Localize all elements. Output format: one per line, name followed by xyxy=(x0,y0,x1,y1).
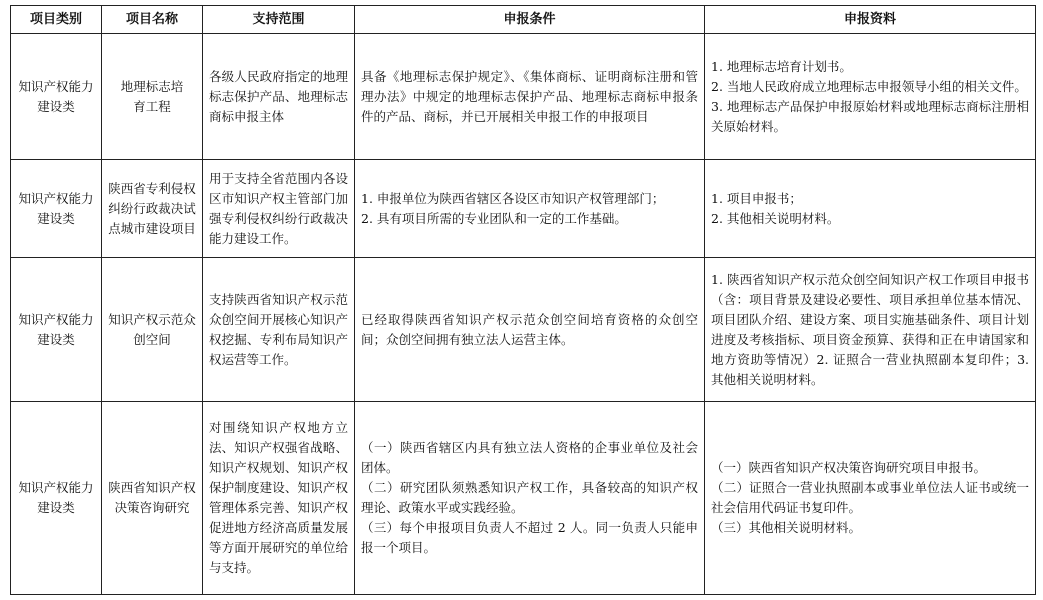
cell-project-name: 陕西省专利侵权纠纷行政裁决试点城市建设项目 xyxy=(102,160,203,258)
project-table xyxy=(10,5,1036,595)
cell-category: 知识产权能力建设类 xyxy=(11,258,102,402)
material-line: （三）其他相关说明材料。 xyxy=(711,520,862,535)
header-materials: 申报资料 xyxy=(705,6,1036,34)
table-row xyxy=(11,34,1036,160)
table-row xyxy=(11,402,1036,595)
cell-scope: 对围绕知识产权地方立法、知识产权强省战略、知识产权规划、知识产权保护制度建设、知识产权管理体系完善、知识产权促进地方经济高质量发展等方面开展研究的单位给与支持。 xyxy=(203,402,355,595)
cell-scope: 支持陕西省知识产权示范众创空间开展核心知识产权挖掘、专利布局知识产权运营等工作。 xyxy=(203,258,355,402)
table-row xyxy=(11,160,1036,258)
table-header-row xyxy=(11,6,1036,34)
cell-conditions xyxy=(355,258,705,402)
cell-project-name: 知识产权示范众创空间 xyxy=(102,258,203,402)
condition-line: 已经取得陕西省知识产权示范众创空间培育资格的众创空间；众创空间拥有独立法人运营主体。 xyxy=(361,311,698,347)
cell-project-name: 陕西省知识产权决策咨询研究 xyxy=(102,402,203,595)
header-scope: 支持范围 xyxy=(203,6,355,34)
table-row xyxy=(11,258,1036,402)
cell-category: 知识产权能力建设类 xyxy=(11,160,102,258)
cell-category: 知识产权能力建设类 xyxy=(11,402,102,595)
cell-project-name: 地理标志培育工程 xyxy=(102,34,203,160)
cell-scope: 用于支持全省范围内各设区市知识产权主管部门加强专利侵权纠纷行政裁决能力建设工作。 xyxy=(203,160,355,258)
cell-materials xyxy=(705,402,1036,595)
material-line: （二）证照合一营业执照副本或事业单位法人证书或统一社会信用代码证书复印件。 xyxy=(711,480,1029,515)
cell-conditions xyxy=(355,160,705,258)
cell-materials xyxy=(705,160,1036,258)
condition-line: （二）研究团队须熟悉知识产权工作，具备较高的知识产权理论、政策水平或实践经验。 xyxy=(361,480,698,515)
cell-conditions xyxy=(355,34,705,160)
material-line: 1. 项目申报书； xyxy=(711,190,802,206)
material-line: 2. 当地人民政府成立地理标志申报领导小组的相关文件。 xyxy=(711,78,1027,94)
header-category: 项目类别 xyxy=(11,6,102,34)
header-conditions: 申报条件 xyxy=(355,6,705,34)
material-line: （一）陕西省知识产权决策咨询研究项目申报书。 xyxy=(711,460,987,475)
condition-line: 具备《地理标志保护规定》、《集体商标、证明商标注册和管理办法》中规定的地理标志保护产品、地理标志商标申报条件的产品、商标，并已开展相关申报工作的申报项目 xyxy=(361,68,698,124)
condition-line: （一）陕西省辖区内具有独立法人资格的企事业单位及社会团体。 xyxy=(361,440,698,475)
condition-line: 1. 申报单位为陕西省辖区各设区市知识产权管理部门； xyxy=(361,190,665,206)
material-line: 1. 陕西省知识产权示范众创空间知识产权工作项目申报书（含：项目背景及建设必要性、项目承担单位基本情况、项目团队介绍、建设方案、项目实施基础条件、项目计划进度及考核指标、项目资金预算、获得和正在申请国家和地方资助等情况）2. 证照合一营业执照副本复印件；3. 其他相关说明材料。 xyxy=(711,271,1029,387)
cell-materials xyxy=(705,34,1036,160)
condition-line: 2. 具有项目所需的专业团队和一定的工作基础。 xyxy=(361,210,627,226)
material-line: 2. 其他相关说明材料。 xyxy=(711,210,840,226)
header-name: 项目名称 xyxy=(102,6,203,34)
cell-category: 知识产权能力建设类 xyxy=(11,34,102,160)
material-line: 1. 地理标志培育计划书。 xyxy=(711,58,852,74)
material-line: 3. 地理标志产品保护申报原始材料或地理标志商标注册相关原始材料。 xyxy=(711,98,1029,134)
cell-materials xyxy=(705,258,1036,402)
condition-line: （三）每个申报项目负责人不超过 2 人。同一负责人只能申报一个项目。 xyxy=(361,520,698,555)
cell-conditions xyxy=(355,402,705,595)
cell-scope: 各级人民政府指定的地理标志保护产品、地理标志商标申报主体 xyxy=(203,34,355,160)
